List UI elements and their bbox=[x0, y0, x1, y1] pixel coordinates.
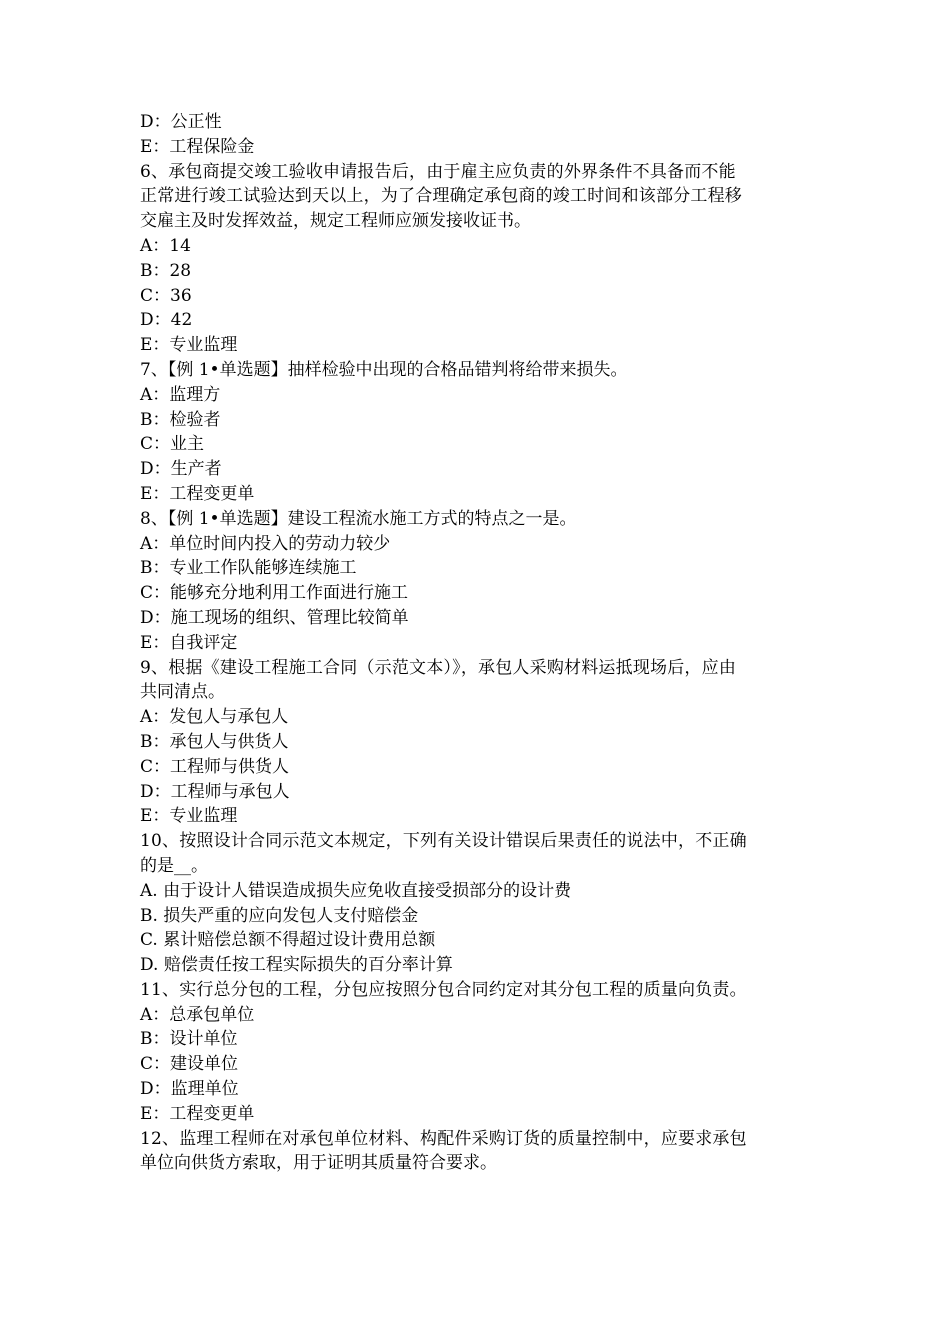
option-a-q11: A：总承包单位 bbox=[140, 1004, 255, 1025]
question-6-line-2: 正常进行竣工试验达到天以上，为了合理确定承包商的竣工时间和该部分工程移 bbox=[140, 186, 742, 207]
option-d-q8: D：施工现场的组织、管理比较简单 bbox=[140, 607, 409, 628]
question-12-line-1: 12、监理工程师在对承包单位材料、构配件采购订货的质量控制中，应要求承包 bbox=[140, 1128, 747, 1149]
option-d-q9: D：工程师与承包人 bbox=[140, 781, 290, 802]
option-a-q8: A：单位时间内投入的劳动力较少 bbox=[140, 533, 391, 554]
question-6-line-1: 6、承包商提交竣工验收申请报告后，由于雇主应负责的外界条件不具备而不能 bbox=[140, 161, 736, 182]
option-b-q10: B. 损失严重的应向发包人支付赔偿金 bbox=[140, 905, 419, 926]
option-d-q10: D. 赔偿责任按工程实际损失的百分率计算 bbox=[140, 955, 453, 976]
option-e-q8: E：自我评定 bbox=[140, 632, 238, 653]
option-d-q5: D：公正性 bbox=[140, 112, 222, 132]
option-c-q10: C. 累计赔偿总额不得超过设计费用总额 bbox=[140, 930, 436, 951]
option-e-q11: E：工程变更单 bbox=[140, 1103, 255, 1124]
option-b-q7: B：检验者 bbox=[140, 409, 221, 430]
question-12-line-2: 单位向供货方索取，用于证明其质量符合要求。 bbox=[140, 1153, 497, 1174]
option-e-q6: E：专业监理 bbox=[140, 335, 238, 356]
option-b-q8: B：专业工作队能够连续施工 bbox=[140, 558, 357, 579]
question-9-line-1: 9、根据《建设工程施工合同（示范文本）》，承包人采购材料运抵现场后，应由 bbox=[140, 657, 737, 678]
option-a-q9: A：发包人与承包人 bbox=[140, 707, 289, 728]
option-d-q11: D：监理单位 bbox=[140, 1079, 239, 1100]
option-c-q9: C：工程师与供货人 bbox=[140, 756, 290, 777]
option-c-q6: C：36 bbox=[140, 285, 192, 306]
option-c-q7: C：业主 bbox=[140, 434, 205, 455]
option-b-q6: B：28 bbox=[140, 260, 192, 281]
option-a-q7: A：监理方 bbox=[140, 384, 221, 405]
option-c-q11: C：建设单位 bbox=[140, 1054, 239, 1075]
option-e-q5: E：工程保险金 bbox=[140, 136, 255, 157]
question-10-line-1: 10、按照设计合同示范文本规定，下列有关设计错误后果责任的说法中，不正确 bbox=[140, 831, 747, 852]
option-d-q7: D：生产者 bbox=[140, 459, 222, 480]
option-b-q9: B：承包人与供货人 bbox=[140, 731, 289, 752]
option-e-q9: E：专业监理 bbox=[140, 806, 238, 827]
question-6-line-3: 交雇主及时发挥效益，规定工程师应颁发接收证书。 bbox=[140, 211, 531, 232]
question-9-line-2: 共同清点。 bbox=[140, 682, 225, 703]
document-page bbox=[140, 110, 820, 1176]
option-e-q7: E：工程变更单 bbox=[140, 483, 255, 504]
question-11: 11、实行总分包的工程，分包应按照分包合同约定对其分包工程的质量向负责。 bbox=[140, 979, 747, 1000]
question-10-line-2: 的是__。 bbox=[140, 855, 208, 876]
option-a-q10: A. 由于设计人错误造成损失应免收直接受损部分的设计费 bbox=[140, 880, 572, 901]
option-d-q6: D：42 bbox=[140, 310, 193, 331]
option-a-q6: A：14 bbox=[140, 235, 191, 256]
option-c-q8: C：能够充分地利用工作面进行施工 bbox=[140, 583, 409, 604]
question-7: 7、【例 1•单选题】抽样检验中出现的合格品错判将给带来损失。 bbox=[140, 359, 628, 380]
question-8: 8、【例 1•单选题】建设工程流水施工方式的特点之一是。 bbox=[140, 508, 577, 529]
option-b-q11: B：设计单位 bbox=[140, 1029, 238, 1050]
